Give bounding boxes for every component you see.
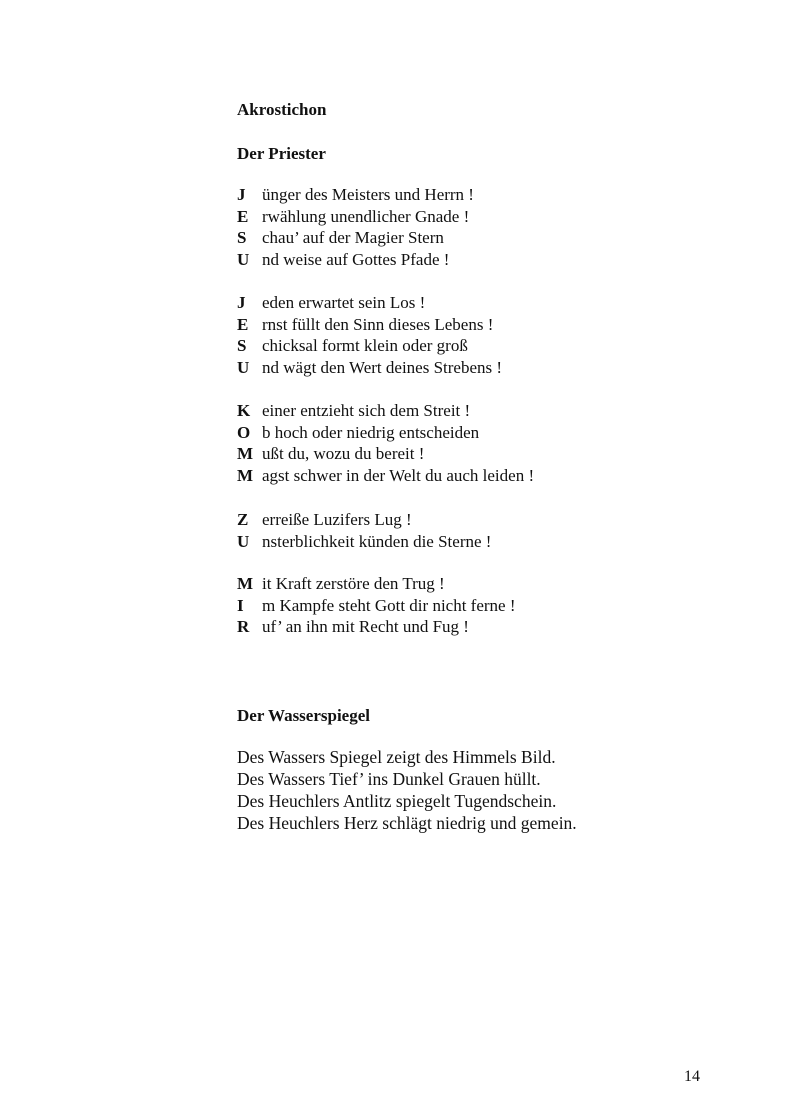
verse-text: it Kraft zerstöre den Trug ! xyxy=(262,574,445,593)
acrostic-letter: I xyxy=(237,595,244,615)
verse-text: chicksal formt klein oder groß xyxy=(262,336,468,355)
acrostic-letter: U xyxy=(237,249,250,269)
acrostic-letter: R xyxy=(237,617,250,636)
verse-line xyxy=(237,184,474,206)
verse-text: agst schwer in der Welt du auch leiden ! xyxy=(262,465,535,485)
poem-body xyxy=(237,746,577,834)
verse-line xyxy=(237,422,534,444)
verse-text: eden erwartet sein Los ! xyxy=(262,293,426,312)
acrostic-letter: Z xyxy=(237,510,249,529)
verse-line xyxy=(237,400,534,422)
verse-text: rnst füllt den Sinn dieses Lebens ! xyxy=(262,314,494,334)
verse-text: uf’ an ihn mit Recht und Fug ! xyxy=(262,617,469,636)
acrostic-letter: U xyxy=(237,531,250,551)
verse-text: m Kampfe steht Gott dir nicht ferne ! xyxy=(262,595,516,615)
page-number: 14 xyxy=(684,1068,700,1085)
verse-line xyxy=(237,509,491,531)
acrostic-letter: K xyxy=(237,401,251,420)
verse-line: Des Heuchlers Herz schlägt niedrig und gemein. xyxy=(237,813,577,833)
acrostic-letter: E xyxy=(237,314,249,334)
verse-text: rwählung unendlicher Gnade ! xyxy=(262,206,470,226)
acrostic-letter: M xyxy=(237,574,254,593)
verse-text: nd weise auf Gottes Pfade ! xyxy=(262,249,450,269)
verse-line xyxy=(237,616,516,638)
verse-line: Des Wassers Tief’ ins Dunkel Grauen hüllt. xyxy=(237,769,541,789)
verse-text: einer entzieht sich dem Streit ! xyxy=(262,401,471,420)
section-title: Akrostichon xyxy=(237,100,327,119)
verse-line xyxy=(237,227,474,249)
verse-line xyxy=(237,465,534,487)
verse-line xyxy=(237,335,502,357)
stanza xyxy=(237,573,516,638)
verse-line xyxy=(237,249,474,271)
verse-line xyxy=(237,206,474,228)
verse-line xyxy=(237,573,516,595)
poem-title: Der Priester xyxy=(237,144,326,163)
verse-line xyxy=(237,595,516,617)
acrostic-letter: M xyxy=(237,465,254,485)
verse-line xyxy=(237,357,502,379)
verse-line: Des Heuchlers Antlitz spiegelt Tugendschein. xyxy=(237,791,557,811)
acrostic-letter: O xyxy=(237,422,251,442)
stanza xyxy=(237,509,491,552)
stanza xyxy=(237,292,502,378)
verse-line xyxy=(237,443,534,465)
acrostic-letter: S xyxy=(237,228,247,247)
verse-line xyxy=(237,292,502,314)
acrostic-letter: E xyxy=(237,206,249,226)
verse-text: nsterblichkeit künden die Sterne ! xyxy=(262,531,492,551)
verse-text: ünger des Meisters und Herrn ! xyxy=(262,185,474,204)
poem-title: Der Wasserspiegel xyxy=(237,706,370,725)
stanza xyxy=(237,184,474,270)
verse-text: nd wägt den Wert deines Strebens ! xyxy=(262,357,503,377)
verse-line xyxy=(237,531,491,553)
verse-line: Des Wassers Spiegel zeigt des Himmels Bild. xyxy=(237,747,556,767)
verse-text: chau’ auf der Magier Stern xyxy=(262,228,444,247)
verse-text: erreiße Luzifers Lug ! xyxy=(262,510,412,529)
verse-text: b hoch oder niedrig entscheiden xyxy=(262,422,480,442)
acrostic-letter: J xyxy=(237,293,246,312)
acrostic-letter: M xyxy=(237,444,254,463)
verse-text: ußt du, wozu du bereit ! xyxy=(262,444,425,463)
acrostic-letter: S xyxy=(237,336,247,355)
verse-line xyxy=(237,314,502,336)
acrostic-letter: U xyxy=(237,357,250,377)
stanza xyxy=(237,400,534,486)
acrostic-letter: J xyxy=(237,185,246,204)
